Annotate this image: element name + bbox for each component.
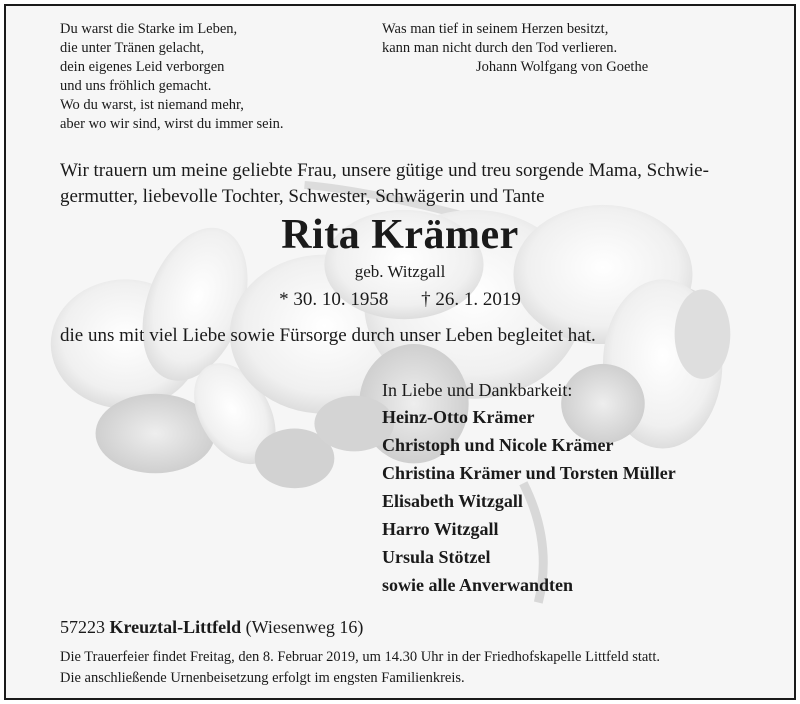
poem-line: und uns fröhlich gemacht. [60, 78, 212, 94]
poem-line: aber wo wir sind, wirst du immer sein. [60, 116, 284, 132]
quote-author: Johann Wolfgang von Goethe [476, 59, 649, 75]
address-line [60, 617, 363, 638]
poem-line: Du warst die Starke im Leben, [60, 21, 238, 37]
town: Kreuztal-Littfeld [109, 617, 242, 637]
info-line-2: Die anschließende Urnenbeisetzung erfolgt im engsten Familienkreis. [60, 670, 465, 686]
poem-line: dein eigenes Leid verborgen [60, 59, 225, 75]
tribute-text: die uns mit viel Liebe sowie Fürsorge durch unser Leben begleitet hat. [60, 325, 596, 346]
info-line-1: Die Trauerfeier findet Freitag, den 8. Februar 2019, um 14.30 Uhr in der Friedhofskapelle Littfeld statt. [60, 649, 660, 665]
birth-date: * 30. 10. 1958 [279, 289, 389, 310]
poem-line: Wo du warst, ist niemand mehr, [60, 97, 244, 113]
obituary-notice [4, 4, 796, 700]
death-date: † 26. 1. 2019 [421, 289, 521, 310]
poem-line: die unter Tränen gelacht, [60, 40, 205, 56]
family-member: sowie alle Anverwandten [382, 575, 573, 595]
family-member: Christoph und Nicole Krämer [382, 435, 614, 455]
intro-text [60, 158, 750, 210]
quote-line: Was man tief in seinem Herzen besitzt, [382, 21, 609, 37]
deceased-name: Rita Krämer [281, 212, 519, 258]
intro-line-1: Wir trauern um meine geliebte Frau, unsere gütige und treu sorgende Mama, Schwie- [60, 160, 709, 181]
family-member: Ursula Stötzel [382, 547, 491, 567]
signoff-heading: In Liebe und Dankbarkeit: [382, 380, 573, 400]
goethe-quote [382, 20, 648, 77]
family-member: Elisabeth Witzgall [382, 491, 523, 511]
family-member: Heinz-Otto Krämer [382, 407, 535, 427]
poem-left [60, 20, 284, 134]
street: (Wiesenweg 16) [245, 617, 364, 637]
life-dates [6, 289, 794, 311]
intro-line-2: germutter, liebevolle Tochter, Schwester, Schwägerin und Tante [60, 186, 545, 207]
birth-name: geb. Witzgall [354, 262, 446, 281]
quote-line: kann man nicht durch den Tod verlieren. [382, 40, 618, 56]
family-signoff [382, 377, 676, 599]
funeral-info [60, 647, 660, 689]
family-member: Christina Krämer und Torsten Müller [382, 463, 676, 483]
family-member: Harro Witzgall [382, 519, 499, 539]
postcode: 57223 [60, 617, 105, 637]
